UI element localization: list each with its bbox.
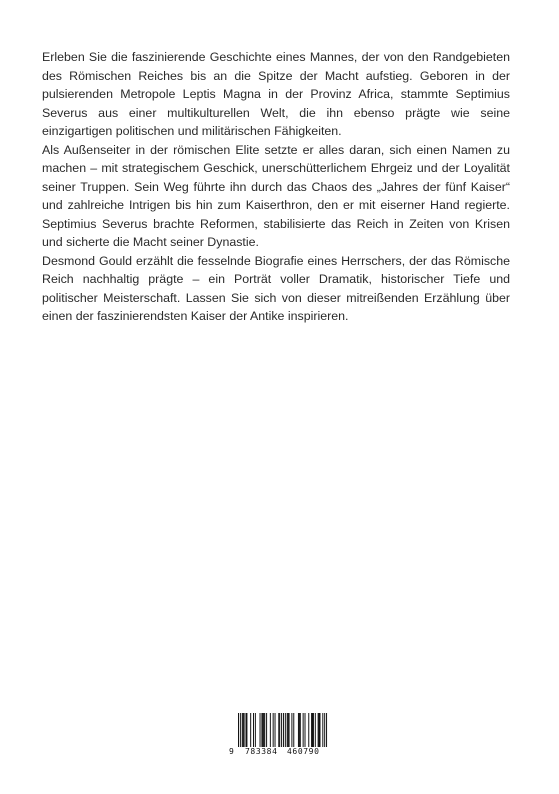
- barcode-bar: [315, 713, 316, 747]
- barcode-bar: [313, 713, 314, 747]
- barcode-bar: [289, 713, 290, 747]
- barcode-bar: [281, 713, 282, 747]
- barcode-bar: [320, 713, 321, 747]
- barcode-bar: [324, 713, 325, 747]
- barcode-bar: [270, 713, 271, 747]
- barcode-bar: [275, 713, 276, 747]
- barcode-bar: [298, 713, 299, 747]
- barcode-bar: [326, 713, 327, 747]
- barcode-bar: [322, 713, 323, 747]
- barcode-bar: [299, 713, 300, 747]
- blurb-paragraph-1: Erleben Sie die faszinierende Geschichte eines Mannes, der von den Randgebieten des Römischen Reiches bis an die Spitze der Macht aufstieg. Geboren in der pulsierenden Metropole Leptis Magna in der Provinz Africa, stammte Septimius Severus aus einer multikulturellen Welt, die ihn ebenso prägte wie seine einzigartigen politischen und militärischen Fähigkeiten.: [42, 50, 510, 138]
- barcode-bar: [283, 713, 284, 747]
- blurb-paragraph-3: Desmond Gould erzählt die fesselnde Biografie eines Herrschers, der das Römische Reich nachhaltig prägte – ein Porträt voller Dramatik, historischer Tiefe und politischer Meisterschaft. Lassen Sie sich von dieser mitreißenden Erzählung über einen der faszinierendsten Kaiser der Antike inspirieren.: [42, 253, 510, 323]
- barcode-bar: [278, 713, 279, 747]
- barcode-bar: [261, 713, 262, 747]
- barcode-bar: [279, 713, 280, 747]
- barcode-bar: [291, 713, 292, 747]
- barcode-digits: [229, 746, 330, 757]
- barcode-bar: [255, 713, 256, 747]
- barcode-bar: [262, 713, 263, 747]
- barcode-bar: [300, 713, 301, 747]
- barcode-bar: [250, 713, 251, 747]
- barcode-bar: [244, 713, 245, 747]
- barcode-bar: [246, 713, 247, 747]
- barcode-bar: [240, 713, 241, 747]
- barcode-bar: [303, 713, 304, 747]
- barcode-bar: [273, 713, 274, 747]
- barcode-left-group: 783384: [245, 747, 278, 756]
- barcode-bar: [288, 713, 289, 747]
- barcode-bar: [238, 713, 239, 747]
- barcode-bar: [311, 713, 312, 747]
- book-blurb: [42, 48, 510, 326]
- barcode-bar: [264, 713, 265, 747]
- barcode-bar: [312, 713, 313, 747]
- barcode-bar: [253, 713, 254, 747]
- barcode-right-group: 460790: [287, 747, 320, 756]
- barcode-bar: [260, 713, 261, 747]
- barcode-bar: [319, 713, 320, 747]
- barcode-bar: [305, 713, 306, 747]
- barcode-bar: [293, 713, 294, 747]
- barcode-bar: [242, 713, 243, 747]
- barcode-bar: [245, 713, 246, 747]
- blurb-paragraph-2: Als Außenseiter in der römischen Elite setzte er alles daran, sich einen Namen zu machen – mit strategischem Geschick, unerschütterlichem Ehrgeiz und der Loyalität seiner Truppen. Sein Weg führte ihn durch das Chaos des „Jahres der fünf Kaiser“ und zahlreiche Intrigen bis hin zum Kaiserthron, den er mit eiserner Hand regierte. Septimius Severus brachte Reformen, stabilisierte das Reich in Zeiten von Krisen und sicherte die Macht seiner Dynastie.: [42, 142, 510, 249]
- barcode-lead-digit: 9: [229, 747, 234, 756]
- barcode-bar: [263, 713, 264, 747]
- barcode-bars: [229, 713, 330, 747]
- barcode-bar: [266, 713, 267, 747]
- barcode-bar: [308, 713, 309, 747]
- barcode-bar: [287, 713, 288, 747]
- barcode-bar: [318, 713, 319, 747]
- barcode-bar: [243, 713, 244, 747]
- isbn-barcode: [229, 713, 330, 757]
- barcode-bar: [285, 713, 286, 747]
